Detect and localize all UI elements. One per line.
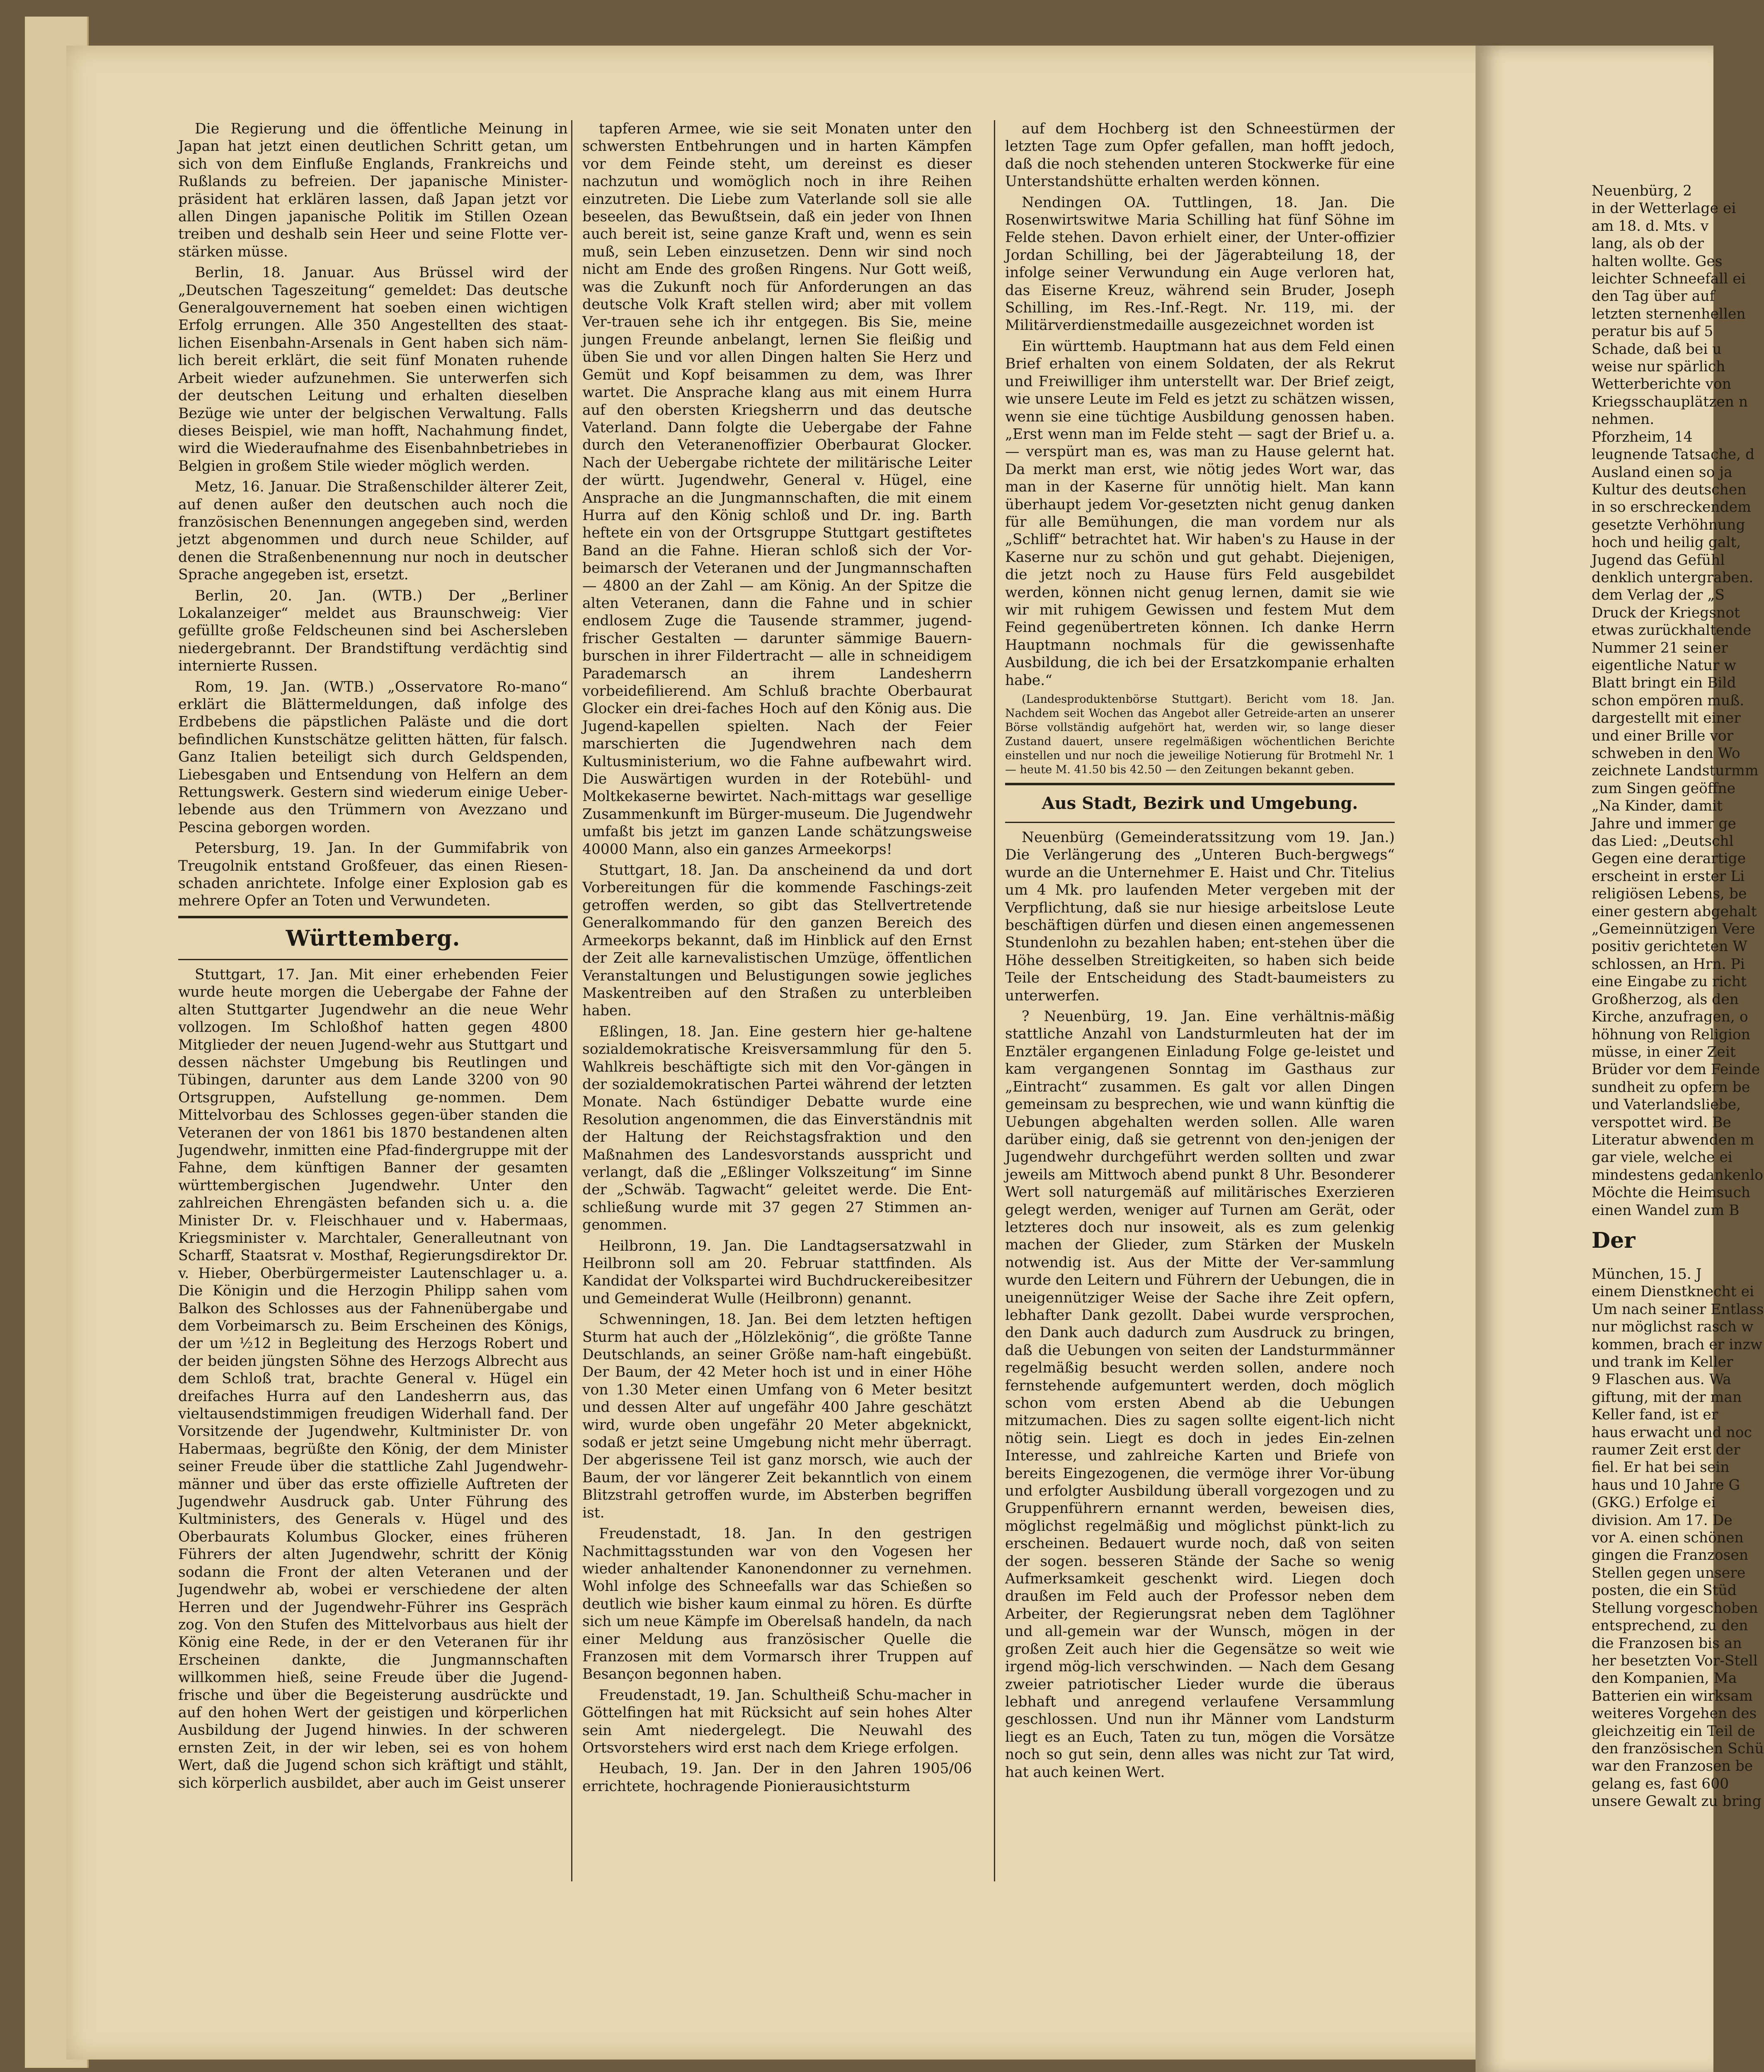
adjacent-line: und Vaterlandsliebe, (1592, 1097, 1741, 1113)
adjacent-line: unsere Gewalt zu bring (1592, 1793, 1762, 1810)
adjacent-line: schon empören muß. (1592, 692, 1745, 709)
adjacent-line: haus erwacht und noc (1592, 1424, 1752, 1441)
section-rule (1005, 822, 1395, 823)
adjacent-line: Um nach seiner Entlass (1592, 1301, 1764, 1318)
adjacent-line: den Tag über auf (1592, 288, 1715, 305)
adjacent-line: gingen die Franzosen (1592, 1547, 1749, 1564)
article-berlin-aschersleben: Berlin, 20. Jan. (WTB.) Der „Berliner Lokalanzeiger“ meldet aus Braunschweig: Vier gefüllte große Feldscheunen sind bei Aschersleben niedergebrannt. Der Brandstiftung verdächtig sind internierte Russen. (178, 587, 568, 675)
adjacent-line: 9 Flaschen aus. Wa (1592, 1371, 1731, 1388)
adjacent-line: Großherzog, als den (1592, 991, 1739, 1008)
article-heubach: Heubach, 19. Jan. Der in den Jahren 1905/06 errichtete, hochragende Pionierausichtsturm (582, 1760, 972, 1795)
adjacent-line: positiv gerichteten W (1592, 938, 1747, 955)
adjacent-line: einem Dienstknecht ei (1592, 1283, 1754, 1300)
adjacent-line: war den Franzosen be (1592, 1758, 1753, 1775)
adjacent-line: in so erschreckendem (1592, 499, 1751, 516)
article-schwenningen: Schwenningen, 18. Jan. Bei dem letzten heftigen Sturm hat auch der „Hölzlekönig“, die größte Tanne Deutschlands, an seiner Größe nam-haft eingebüßt. Der Baum, der 42 Meter hoch ist und in einer Höhe von 1.30 Meter einen Umfang von 6 Meter besitzt und dessen Alter auf ungefähr 400 Jahre geschätzt wird, wurde oben ungefähr 20 Meter abgeknickt, sodaß er jetzt seine Umgebung nicht mehr überragt. Der abgerissene Teil ist ganz morsch, wie auch der Baum, der vor längerer Zeit bekanntlich von einem Blitzstrahl getroffen wurde, im Absterben begriffen ist. (582, 1311, 972, 1521)
article-stuttgart-fahne: Stuttgart, 17. Jan. Mit einer erhebenden Feier wurde heute morgen die Uebergabe der Fahne der alten Stuttgarter Jugendwehr an die neue Wehr vollzogen. Im Schloßhof hatten gegen 4800 Mitglieder der neuen Jugend-wehr aus Stuttgart und dessen nächster Umgebung bis Reutlingen und Tübingen, darunter aus dem Lande 3200 von 90 Ortsgruppen, Aufstellung ge-nommen. Dem Mittelvorbau des Schlosses gegen-über standen die Veteranen der von 1861 bis 1870 bestandenen alten Jugendwehr, inmitten eine Pfad-findergruppe mit der Fahne, dem künftigen Banner der gesamten württembergischen Jugendwehr. Unter den zahlreichen Ehrengästen befanden sich u. a. die Minister Dr. v. Fleischhauer und v. Habermaas, Kriegsminister v. Marchtaler, Generalleutnant von Scharff, Staatsrat v. Mosthaf, Regierungsdirektor Dr. v. Hieber, Oberbürgermeister Lautenschlager u. a. Die Königin und die Herzogin Philipp sahen vom Balkon des Schlosses aus der Fahnenübergabe und dem Vorbeimarsch zu. Beim Erscheinen des Königs, der um ½12 in Begleitung des Herzogs Robert und der beiden jüngsten Söhne des Herzogs Albrecht aus dem Schloß trat, brachte General v. Hügel ein dreifaches Hurra auf den Landesherrn aus, das vieltausendstimmigen freudigen Widerhall fand. Der Vorsitzende der Jugendwehr, Kultminister Dr. von Habermaas, begrüßte den König, der dem Minister seiner Freude über die stattliche Zahl Jugendwehr-männer und über das erste offizielle Auftreten der Jugendwehr Ausdruck gab. Unter Führung des Kultministers, des Generals v. Hügel und des Oberbaurats Kolumbus Glocker, eines früheren Führers der alten Jugendwehr, schritt der König sodann die Front der alten Veteranen und der Jugendwehr ab, wobei er verschiedene der alten Herren und der Jugendwehr-Führer ins Gespräch zog. Von den Stufen des Mittelvorbaus aus hielt der König eine Rede, in der er den Veteranen für ihr Erscheinen dankte, die Jungmannschaften willkommen hieß, seine Freude über die Jugend-frische und über die Begeisterung ausdrückte und auf den hohen Wert der geistigen und körperlichen Ausbildung der Jugend hinwies. In der schweren ernsten Zeit, in der wir leben, sei es von hohem Wert, daß die Jugend schon sich kräftigt und stählt, sich körperlich ausbildet, aber auch im Geist unserer (178, 966, 568, 1791)
section-heading-wuerttemberg: Württemberg. (286, 925, 460, 951)
column-3 (1005, 120, 1395, 1784)
adjacent-line: Keller fand, ist er (1592, 1406, 1718, 1423)
article-landsturm: ? Neuenbürg, 19. Jan. Eine verhältnis-mäßig stattliche Anzahl von Landsturmleuten hat der im Enztäler ergangenen Einladung Folge ge-leistet und kam vergangenen Sonntag im Gasthaus zur „Eintracht“ zusammen. Es galt vor allen Dingen gemeinsam zu besprechen, wie und wann künftig die Uebungen abgehalten werden sollen. Alle waren darüber einig, daß sie getrennt von den-jenigen der Jugendwehr durchgeführt werden sollten und zwar jeweils am Mittwoch abend punkt 8 Uhr. Besonderer Wert soll naturgemäß auf militärisches Exerzieren gelegt werden, weniger auf Turnen am Gerät, oder letzteres doch nur insoweit, als es zum gelenkig machen der Glieder, zum Stärken der Muskeln notwendig ist. Aus der Mitte der Ver-sammlung wurde den Leitern und Führern der Uebungen, die in uneigennütziger Weise der Sache ihre Zeit opfern, lebhafter Dank gezollt. Dabei wurde versprochen, den Dank auch dadurch zum Ausdruck zu bringen, daß die Uebungen von seiten der Landsturmmänner regelmäßig besucht werden sollen, andere noch fernstehende aufgemuntert werden, doch möglich schon vom ersten Abend ab die Uebungen mitzumachen. Dies zu sagen sollte eigent-lich nicht nötig sein. Liegt es doch in jedes Ein-zelnen Interesse, und zahlreiche Karten und Briefe von bereits Eingezogenen, die vermöge ihrer Vor-übung und erfolgter Ausbildung überall vorgezogen und zu Gruppenführern ernannt werden, beweisen dies, möglichst regelmäßig und möglichst pünkt-lich zu erscheinen. Bedauert wurde noch, daß von seiten der sogen. besseren Stände der Sache so wenig Aufmerksamkeit geschenkt wird. Liegen doch draußen im Feld auch der Professor neben dem Arbeiter, der Regierungsrat neben dem Taglöhner und all-gemein war der Wunsch, mögen in der großen Zeit auch hier die Gegensätze so weit wie irgend mög-lich verschwinden. — Nach dem Gesang zweier patriotischer Lieder wurde die überaus lebhaft und anregend verlaufene Versammlung geschlossen. Und nun ihr Männer vom Landsturm liegt es an Euch, Taten zu tun, mögen die Vorsätze noch so gut sein, denn alles was nicht zur Tat wird, hat auch keinen Wert. (1005, 1008, 1395, 1781)
adjacent-line: eine Eingabe zu richt (1592, 973, 1747, 990)
adjacent-line: denklich untergraben. (1592, 569, 1754, 586)
adjacent-line: verspottet wird. Be (1592, 1114, 1731, 1131)
adjacent-line: vor A. einen schönen (1592, 1530, 1744, 1547)
adjacent-line: gelang es, fast 600 (1592, 1775, 1729, 1792)
adjacent-page (1476, 46, 1764, 2072)
article-berlin-gent: Berlin, 18. Januar. Aus Brüssel wird der „Deutschen Tageszeitung“ gemeldet: Das deutsche Generalgouvernement hat soeben einen wichtigen Erfolg errungen. Alle 350 Angestellten des staat-lichen Eisenbahn-Arsenals in Gent haben sich näm-lich bereit erklärt, die seit fünf Monaten ruhende Arbeit wieder aufzunehmen. Sie unterwerfen sich der deutschen Leitung und erhalten dieselben Bezüge wie unter der belgischen Verwaltung. Falls dieses Beispiel, wie man hofft, Nachahmung findet, wird die Wiederaufnahme des Eisenbahnbetriebes in Belgien in großem Stile wieder möglich werden. (178, 264, 568, 474)
article-freudenstadt-2: Freudenstadt, 19. Jan. Schultheiß Schu-macher in Göttelfingen hat mit Rücksicht auf sein hohes Alter sein Amt niedergelegt. Die Neuwahl des Ortsvorstehers wird erst nach dem Kriege erfolgen. (582, 1687, 972, 1756)
adjacent-line: „Na Kinder, damit (1592, 798, 1723, 815)
adjacent-line: posten, die ein Stüd (1592, 1582, 1737, 1599)
adjacent-line: letzten sternenhellen (1592, 305, 1746, 322)
adjacent-line: leichter Schneefall ei (1592, 271, 1746, 288)
adjacent-line: Literatur abwenden m (1592, 1131, 1754, 1148)
adjacent-line: Jahre und immer ge (1592, 815, 1736, 832)
adjacent-line: einer gestern abgehalt (1592, 903, 1757, 920)
adjacent-line: am 18. d. Mts. v (1592, 218, 1709, 235)
adjacent-line: nehmen. (1592, 411, 1655, 428)
adjacent-line: Nummer 21 seiner (1592, 639, 1728, 656)
adjacent-line: Ausland einen so ja (1592, 464, 1732, 481)
adjacent-heading: Der (1592, 1227, 1636, 1253)
adjacent-line: mindestens gedankenlo (1592, 1167, 1764, 1184)
article-metz: Metz, 16. Januar. Die Straßenschilder älterer Zeit, auf denen außer den deutschen auch noch die französischen Benennungen angegeben sind, werden jetzt abgenommen und durch neue Schilder, auf denen die Straßenbenennung nur noch in deutscher Sprache angegeben ist, ersetzt. (178, 479, 568, 583)
adjacent-line: Stellung vorgeschoben (1592, 1600, 1758, 1617)
article-gemeinderatssitzung: Neuenbürg (Gemeinderatssitzung vom 19. Jan.) Die Verlängerung des „Unteren Buch-bergwegs“ wurde an die Unternehmer E. Haist und Chr. Titelius um 4 Mk. pro laufenden Meter vergeben mit der Verpflichtung, daß sie nur hiesige arbeitslose Leute beschäftigen dürfen und diesen einen angemessenen Stundenlohn zu bezahlen haben; ent-stehen über die Höhe desselben Streitigkeiten, so haben sich beide Teile der Entscheidung des Stadt-baumeisters zu unterwerfen. (1005, 829, 1395, 1004)
adjacent-line: zeichnete Landsturmm (1592, 762, 1759, 779)
adjacent-line: entsprechend, zu den (1592, 1617, 1748, 1634)
adjacent-line: gesetzte Verhöhnung (1592, 516, 1745, 533)
adjacent-line: Möchte die Heimsuch (1592, 1184, 1751, 1201)
adjacent-line: (GKG.) Erfolge ei (1592, 1494, 1716, 1511)
adjacent-line: Neuenbürg, 2 (1592, 183, 1692, 199)
column-divider (571, 120, 572, 1881)
article-esslingen: Eßlingen, 18. Jan. Eine gestern hier ge-haltene sozialdemokratische Kreisversammlung für den 5. Wahlkreis beschäftigte sich mit den Vor-gängen in der sozialdemokratischen Partei während der letzten Monate. Nach 6stündiger Debatte wurde eine Resolution angenommen, die das Einverständnis mit der Haltung der Reichstagsfraktion und den Maßnahmen des Landesvorstands ausspricht und verlangt, daß die „Eßlinger Volkszeitung“ im Sinne der „Schwäb. Tagwacht“ geleitet werde. Die Ent-schließung wurde mit 37 gegen 27 Stimmen an-genommen. (582, 1023, 972, 1234)
adjacent-lines-2 (1592, 1266, 1764, 1811)
adjacent-line: Blatt bringt ein Bild (1592, 675, 1736, 692)
article-rom: Rom, 19. Jan. (WTB.) „Osservatore Ro-mano“ erklärt die Blättermeldungen, daß infolge des Erdbebens die päpstlichen Paläste und die dort befindlichen Kunstschätze gelitten hätten, für falsch. Ganz Italien beteiligt sich durch Geldspenden, Liebesgaben und Entsendung von Helfern an dem Rettungswerk. Gestern sind wiederum einige Ueber-lebende aus den Trümmern von Avezzano und Pescina geborgen worden. (178, 678, 568, 836)
adjacent-line: Kriegsschauplätzen n (1592, 393, 1748, 410)
adjacent-line: und trank im Keller (1592, 1354, 1733, 1370)
article-fahne-continued: tapferen Armee, wie sie seit Monaten unter den schwersten Entbehrungen und in harten Kämpfen vor dem Feinde steht, um dereinst es dieser nachzutun und womöglich noch in ihre Reihen einzutreten. Die Liebe zum Vaterlande soll sie alle beseelen, das Bewußtsein, daß ein jeder von Ihnen auch bereit ist, seine ganze Kraft und, wenn es sein muß, sein Leben einzusetzen. Denn wir sind noch nicht am Ende des großen Ringens. Nur Gott weiß, was die Zukunft noch für Anforderungen an das deutsche Volk Kraft stellen wird; aber mit vollem Ver-trauen sehe ich ihr entgegen. Bis Sie, meine jungen Freunde anbelangt, lernen Sie fleißig und üben Sie und vor allen Dingen halten Sie Herz und Gemüt und Kopf beisammen zu dem, was Ihrer wartet. Die Ansprache klang aus mit einem Hurra auf den obersten Kriegsherrn und das deutsche Vaterland. Dann folgte die Uebergabe der Fahne durch den Veteranenoffizier Oberbaurat Glocker. Nach der Uebergabe richtete der militärische Leiter der württ. Jugendwehr, General v. Hügel, eine Ansprache an die Jungmannschaften, die mit einem Hurra auf den König schloß und Dr. ing. Barth heftete ein von der Ortsgruppe Stuttgart gestiftetes Band an die Fahne. Hieran schloß sich der Vor-beimarsch der Veteranen und der Jungmannschaften — 4800 an der Zahl — am König. An der Spitze die alten Veteranen, dann die Fahne und in schier endlosem Zuge die Tausende strammer, jugend-frischer Gestalten — darunter sämmige Bauern-burschen in ihrer Fildertracht — alle in schneidigem Parademarsch an ihrem Landesherrn vorbeidefilierend. Am Schluß brachte Oberbaurat Glocker ein drei-faches Hoch auf den König aus. Die Jugend-kapellen spielten. Nach der Feier marschierten die Jugendwehren nach dem Kultusministerium, wo die Fahne aufbewahrt wird. Die Auswärtigen wurden in der Rotebühl- und Moltkekaserne bewirtet. Nach-mittags war gesellige Zusammenkunft im Bürger-museum. Die Jugendwehr umfaßt bis jetzt im ganzen Lande schätzungsweise 40000 Mann, also ein ganzes Armeekorps! (582, 121, 972, 858)
column-1 (178, 120, 568, 1795)
adjacent-line: zum Singen geöffne (1592, 780, 1736, 797)
adjacent-line: Druck der Kriegsnot (1592, 604, 1740, 621)
adjacent-line: müsse, in einer Zeit (1592, 1043, 1736, 1060)
adjacent-line: in der Wetterlage ei (1592, 200, 1736, 217)
adjacent-line: halten wollte. Ges (1592, 253, 1723, 270)
adjacent-line: weise nur spärlich (1592, 358, 1725, 375)
article-hochberg: auf dem Hochberg ist den Schneestürmen der letzten Tage zum Opfer gefallen, man hofft jedoch, daß die noch stehenden unteren Stockwerke für eine Unterstandshütte erhalten werden können. (1005, 121, 1395, 190)
adjacent-line: den französischen Schü (1592, 1740, 1764, 1757)
adjacent-page-column (1592, 182, 1764, 1811)
adjacent-line: etwas zurückhaltende (1592, 622, 1752, 639)
adjacent-line: leugnende Tatsache, d (1592, 446, 1755, 463)
section-rule (178, 916, 568, 918)
adjacent-line: haus und 10 Jahre G (1592, 1477, 1740, 1493)
adjacent-lines-1 (1592, 182, 1764, 1219)
adjacent-line: schweben in den Wo (1592, 745, 1740, 762)
adjacent-line: Jugend das Gefühl (1592, 552, 1725, 569)
adjacent-line: eigentliche Natur w (1592, 657, 1736, 674)
adjacent-line: Stellen gegen unsere (1592, 1564, 1746, 1581)
adjacent-line: dargestellt mit einer (1592, 710, 1741, 727)
adjacent-line: nur möglichst rasch w (1592, 1319, 1754, 1336)
adjacent-line: Batterien ein wirksam (1592, 1687, 1753, 1704)
section-heading-stadt-bezirk: Aus Stadt, Bezirk und Umgebung. (1042, 794, 1358, 813)
adjacent-line: weiteres Vorgehen des (1592, 1705, 1757, 1722)
adjacent-line: Brüder vor dem Feinde (1592, 1061, 1760, 1078)
adjacent-line: „Gemeinnützigen Vere (1592, 921, 1755, 938)
adjacent-line: Kultur des deutschen (1592, 481, 1747, 498)
adjacent-line: erscheint in erster Li (1592, 868, 1745, 885)
adjacent-line: kommen, brach er inzw (1592, 1336, 1763, 1353)
adjacent-line: schlossen, an Hrn. Pi (1592, 956, 1745, 973)
adjacent-line: gar viele, welche ei (1592, 1149, 1732, 1166)
article-nendingen: Nendingen OA. Tuttlingen, 18. Jan. Die Rosenwirtswitwe Maria Schilling hat fünf Söhne im Felde stehen. Davon erhielt einer, der Unter-offizier Jordan Schilling, bei der Jägerabteilung 18, der infolge seiner Verwundung ein Auge verloren hat, das Eiserne Kreuz, während sein Bruder, Joseph Schilling, im Res.-Inf.-Regt. Nr. 119, mi. der Militärverdienstmedaille ausgezeichnet worden ist (1005, 194, 1395, 334)
adjacent-line: und einer Brille vor (1592, 727, 1734, 744)
article-stuttgart-fasching: Stuttgart, 18. Jan. Da anscheinend da und dort Vorbereitungen für die kommende Faschings-zeit getroffen werden, so gibt das Stellvertretende Generalkommando für den ganzen Bereich des Armeekorps bekannt, daß im Hinblick auf den Ernst der Zeit alle karnevalistischen Umzüge, öffentlichen Veranstaltungen und Belustigungen sowie jegliches Maskentreiben auf den Straßen zu unterbleiben haben. (582, 862, 972, 1019)
adjacent-line: Wetterberichte von (1592, 376, 1731, 393)
adjacent-line: München, 15. J (1592, 1266, 1702, 1283)
adjacent-line: das Lied: „Deutschl (1592, 833, 1734, 850)
adjacent-line: dem Verlag der „S (1592, 587, 1725, 604)
article-heilbronn: Heilbronn, 19. Jan. Die Landtagsersatzwahl in Heilbronn soll am 20. Februar stattfinden. Als Kandidat der Volkspartei wird Buchdruckereibesitzer und Gemeinderat Wulle (Heilbronn) genannt. (582, 1237, 972, 1307)
adjacent-line: höhnung von Religion (1592, 1026, 1750, 1043)
adjacent-line: Kirche, anzufragen, o (1592, 1009, 1748, 1026)
article-japan: Die Regierung und die öffentliche Meinung in Japan hat jetzt einen deutlichen Schritt getan, um sich von dem Einfluße Englands, Frankreichs und Rußlands zu befreien. Der japanische Minister-präsident hat erklären lassen, daß Japan jetzt vor allen Dingen japanische Politik im Stillen Ozean treiben und deshalb sein Heer und seine Flotte ver-stärken müsse. (178, 121, 568, 260)
adjacent-line: hoch und heilig galt, (1592, 534, 1741, 551)
adjacent-line: gleichzeitig ein Teil de (1592, 1723, 1755, 1740)
adjacent-line: division. Am 17. De (1592, 1512, 1732, 1529)
adjacent-line: sundheit zu opfern be (1592, 1079, 1750, 1096)
adjacent-line: her besetzten Vor-Stell (1592, 1652, 1758, 1669)
adjacent-line: giftung, mit der man (1592, 1389, 1742, 1406)
adjacent-line: peratur bis auf 5 (1592, 323, 1713, 340)
adjacent-line: religiösen Lebens, be (1592, 886, 1747, 903)
adjacent-line: Gegen eine derartige (1592, 850, 1746, 867)
section-rule (1005, 783, 1395, 785)
adjacent-line: einen Wandel zum B (1592, 1202, 1740, 1219)
adjacent-line: lang, als ob der (1592, 235, 1704, 252)
adjacent-line: den Kompanien, Ma (1592, 1670, 1737, 1687)
adjacent-line: Schade, daß bei u (1592, 341, 1722, 358)
adjacent-line: die Franzosen bis an (1592, 1635, 1742, 1652)
section-rule (178, 959, 568, 960)
adjacent-line: fiel. Er hat bei sein (1592, 1459, 1730, 1476)
column-divider (994, 120, 995, 1881)
adjacent-line: raumer Zeit erst der (1592, 1442, 1740, 1459)
article-petersburg: Petersburg, 19. Jan. In der Gummifabrik von Treugolnik entstand Großfeuer, das einen Riesen-schaden anrichtete. Infolge einer Explosion gab es mehrere Opfer an Toten und Verwundeten. (178, 840, 568, 910)
column-2 (582, 120, 972, 1798)
article-landesproduktenboerse: (Landesproduktenbörse Stuttgart). Bericht vom 18. Jan. Nachdem seit Wochen das Angebot aller Getreide-arten an unserer Börse vollständig aufgehört hat, werden wir, so lange dieser Zustand dauert, unsere regelmäßigen wöchentlichen Berichte einstellen und nur noch die jeweilige Notierung für Brotmehl Nr. 1 — heute M. 41.50 bis 42.50 — den Zeitungen bekannt geben. (1005, 693, 1395, 776)
article-hauptmann-brief: Ein württemb. Hauptmann hat aus dem Feld einen Brief erhalten von einem Soldaten, der als Rekrut und Freiwilliger ihm unterstellt war. Der Brief zeigt, wie unsere Leute im Feld es jetzt zu schätzen wissen, wenn sie eine tüchtige Ausbildung genossen haben. „Erst wenn man im Felde steht — sagt der Brief u. a. — verspürt man es, was man zu Hause gelernt hat. Da merkt man erst, wie nötig jedes Wort war, das man in der Kaserne für unnötig hielt. Man kann überhaupt jedem Vor-gesetzten nicht genug danken für alle Bemühungen, die man vordem nur als „Schliff“ betrachtet hat. Wir haben's zu Hause in der Kaserne nur zu schön und gut gehabt. Diejenigen, die jetzt noch zu Hause fürs Feld ausgebildet werden, können nicht genug lernen, damit sie wie wir mit ruhigem Gewissen und festem Mut dem Feind gegenübertreten können. Ich danke Herrn Hauptmann nochmals für die gewissenhafte Ausbildung, die ich bei der Ersatzkompanie erhalten habe.“ (1005, 338, 1395, 689)
adjacent-line: Pforzheim, 14 (1592, 428, 1693, 445)
article-freudenstadt-1: Freudenstadt, 18. Jan. In den gestrigen Nachmittagsstunden war von den Vogesen her wieder anhaltender Kanonendonner zu vernehmen. Wohl infolge des Schneefalls war das Schießen so deutlich wie bisher kaum einmal zu hören. Es dürfte sich um neue Kämpfe im Oberelsaß handeln, da nach einer Meldung aus französischer Quelle die Franzosen mit dem Vormarsch ihrer Truppen auf Besançon begonnen haben. (582, 1525, 972, 1683)
